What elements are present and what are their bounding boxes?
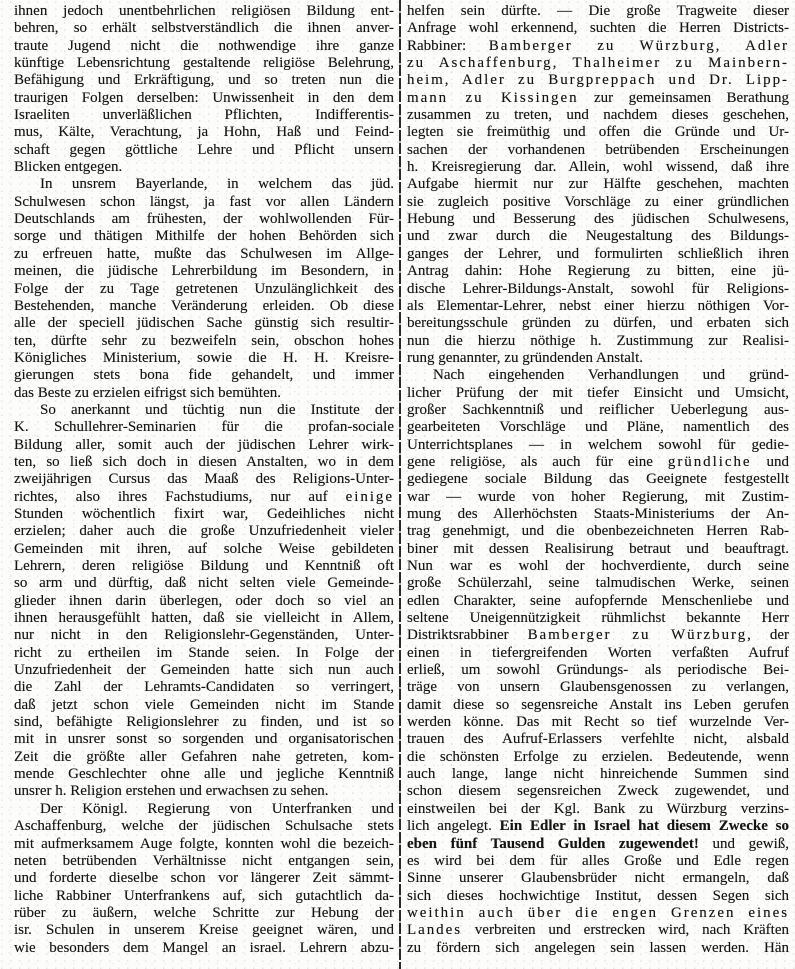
text-line: einen in tiefergreifenden Worten verfaßten Aufruf (407, 644, 789, 661)
text-line: Anfrage wohl erkennend, suchten die Herren Districts- (407, 20, 789, 37)
text-line: seltene Uneigennützigkeit rühmlichst bekannte Herr (407, 610, 789, 627)
text-line: rüber zu äußern, welche Schritte zur Hebung der (14, 904, 394, 921)
text-line: Deutschlands am frühesten, der wohlwollenden Für- (14, 211, 394, 228)
text-line: zusammen zu treten, und nachdem dieses geschehen, (407, 107, 789, 124)
text-segment: verbreiten und erstrecken wird, nach Kräften (462, 922, 789, 939)
bold-emphasis: eben fünf Tausend Gulden zugewendet! (407, 835, 699, 852)
spaced-emphasis: mann zu Kissingen (407, 89, 579, 106)
text-line: nun die hierzu nöthige h. Zustimmung zur Realisi- (407, 332, 789, 349)
text-line: Lehrern, deren religiöse Bildung und Kenntniß oft (14, 558, 394, 574)
spaced-emphasis: gründliche (667, 453, 752, 470)
text-line: Aufgabe hiermit nur zur Hälfte geschehen, machten (407, 176, 789, 193)
text-line: und zwar durch die Neugestaltung des Bildungs- (407, 228, 789, 245)
text-line: biner mit dessen Realisirung betraut und beauftragt. (407, 540, 789, 557)
text-line (407, 922, 789, 939)
text-line: ten, so ließ sich doch in diesen Anstalten, wo in dem (14, 453, 394, 470)
text-line: gearbeiteten Vorschläge und Pläne, namentlich des (407, 419, 789, 436)
column-rule (399, 0, 401, 969)
text-line (407, 55, 789, 72)
spaced-emphasis: einige (345, 488, 394, 505)
text-line: gediegene sociale Bildung das Geeignete festgestellt (407, 471, 789, 488)
text-line: mung des Allerhöchsten Staats-Ministeriums der An- (407, 505, 789, 522)
text-line: sind, befähigte Religionslehrer zu finden, und ist so (14, 714, 394, 731)
text-segment: lich angelegt. (407, 818, 500, 835)
text-line: trauen des Aufruf-Erlassers verfehlte nicht, alsbald (407, 731, 789, 748)
text-line: Nach eingehenden Verhandlungen und gründ- (433, 367, 789, 384)
left-text-column (14, 3, 394, 957)
spaced-emphasis: Landes (407, 922, 463, 939)
text-line: auch lange, lange nicht hinreichende Summen sind (407, 766, 789, 783)
text-line: Blicken entgegen. (14, 159, 123, 176)
text-line: behren, so erhält selbstverständlich die ihnen anver- (14, 20, 394, 37)
text-segment: zur gemeinsamen Berathung (578, 89, 790, 106)
text-line: Zeit die größte aller Gefahren nahe getreten, kom- (14, 748, 394, 765)
text-line: großer Sachkenntniß und reiflicher Ueberlegung aus- (407, 401, 789, 418)
text-line: ihnen jedoch unentbehrlichen religiösen Bildung ent- (14, 3, 394, 19)
text-line: traute Jugend nicht die nothwendige ihre ganze (14, 37, 394, 54)
bold-emphasis: Ein Edler in Israel hat diesem Zwecke so (499, 818, 789, 835)
right-text-column (407, 3, 789, 957)
text-line: große Schülerzahl, seine talmudischen Werke, seinen (407, 575, 789, 592)
text-segment: gene religiöse, als auch für eine (407, 453, 668, 470)
text-line: Gemeinden mit ihren, auf solche Weise gebildeten (14, 540, 394, 557)
text-line: sorge und thätigen Mithilfe der hohen Behörden sich (14, 228, 394, 245)
text-line: edlen Charakter, seine aufopfernde Menschenliebe und (407, 592, 789, 609)
text-line: richt zu ertheilen im Stande seien. In Folge der (14, 644, 394, 661)
text-line: Schulwesen schon längst, ja fast vor allen Ländern (14, 193, 394, 210)
text-line (407, 818, 789, 835)
text-line: Aschaffenburg, welche der jüdischen Schulsache stets (14, 818, 394, 835)
text-line: Der Königl. Regierung von Unterfranken und (40, 800, 394, 817)
text-line: wie besonders dem Mangel an israel. Lehrern abzu- (14, 939, 394, 956)
text-line: Hebung und Besserung des jüdischen Schulwesens, (407, 211, 789, 228)
text-segment: richtes, also ihres Fachstudiums, nur auf (14, 488, 346, 505)
text-line (407, 90, 789, 107)
text-line: schon diesem segensreichen Zweck zugewendet, und (407, 783, 789, 800)
text-line: helfen sein dürfte. — Die große Tragweite dieser (407, 3, 789, 19)
text-line: alle der speciell jüdischen Sache günstig sich resultir- (14, 315, 394, 332)
text-line: als Elementar-Lehrer, nebst einer hierzu nöthigen Vor- (407, 297, 789, 314)
text-line: So anerkannt und tüchtig nun die Institute der (40, 401, 394, 418)
text-line: Bildung aller, somit auch der jüdischen Lehrer wirk- (14, 436, 394, 453)
text-line (407, 454, 789, 471)
text-line: licher Prüfung der mit tiefer Einsicht und Umsicht, (407, 384, 789, 401)
text-line: meinen, die jüdische Lehrerbildung im Besondern, in (14, 263, 394, 280)
text-line: ganges der Lehrer, und formulirten schließlich ihren (407, 245, 789, 262)
spaced-emphasis: zu Aschaffenburg, Thalheimer zu Mainbern- (407, 55, 789, 72)
text-line: isr. Schulen in unserem Kreise geeignet wären, und (14, 922, 394, 939)
text-line: war — wurde von hoher Regierung, mit Zustim- (407, 488, 789, 505)
text-line: Bestehenden, manche Veränderung erleiden. Ob diese (14, 297, 394, 314)
text-line: sachen der vorhandenen betrübenden Erscheinungen (407, 141, 789, 158)
text-line: werden könne. Das mit Recht so tief wurzelnde Ver- (407, 714, 789, 731)
text-line: Folge der zu Tage getretenen Unzulänglichkeit des (14, 280, 394, 297)
text-line: sie zugleich positive Vorschläge zu einer gründlichen (407, 193, 789, 210)
text-line: schaft gegen göttliche Lehre und Pflicht unsern (14, 141, 394, 158)
text-segment: Rabbiner: (407, 37, 489, 54)
text-line: Königliches Ministerium, sowie die H. H. Kreisre- (14, 349, 394, 366)
text-segment: und (751, 453, 789, 470)
text-line: so arm und dürftig, daß nicht selten viele Gemeinde- (14, 575, 394, 592)
text-segment: Distriktsrabbiner (407, 627, 528, 644)
text-line: zu erfreuen hatte, mußte das Schulwesen im Allge- (14, 245, 394, 262)
text-line: Antrag dahin: Hohe Regierung zu bitten, eine jü- (407, 263, 789, 280)
text-line: unsrer h. Religion erstehen und erwachsen zu sehen. (14, 783, 329, 800)
paragraph (14, 402, 394, 801)
text-line: mende Geschlechter ohne alle und jegliche Kenntniß (14, 766, 394, 783)
text-line: erließ, um sowohl Gründungs- als periodische Bei- (407, 662, 789, 679)
text-line: liche Rabbiner Unterfrankens auf, sich gutachtlich da- (14, 887, 394, 904)
text-line: Stunden wöchentlich fixirt war, Gedeihliches nicht (14, 505, 394, 522)
spaced-emphasis: heim, Adler zu Burgpreppach und Dr. Lipp- (407, 72, 789, 89)
text-line: traurigen Folgen derselben: Unwissenheit in den dem (14, 89, 394, 106)
spaced-emphasis: Bamberger zu Würzburg, Adler (488, 37, 789, 54)
paragraph (14, 801, 394, 957)
text-line: legten sie freimüthig und offen die Gründe und Ur- (407, 124, 789, 141)
text-line: zweijährigen Cursus das Maaß des Religions-Unter- (14, 471, 394, 488)
text-line: die schönsten Erfolge zu erzielen. Bedeutende, wenn (407, 748, 789, 765)
text-line: glieder ihnen darin überlegen, oder doch so viel an (14, 592, 394, 609)
text-line (407, 72, 789, 89)
text-line: neten betrübenden Verhältnisse nicht entgangen sein, (14, 852, 394, 869)
text-line: daß jetzt schon viele Gemeinden nicht im Stande (14, 696, 394, 713)
text-line: Befähigung und Erkräftigung, und so treten nun die (14, 72, 394, 89)
spaced-emphasis: Bamberger zu Würzburg (527, 627, 748, 644)
text-line: ihnen herausgefühlt hatten, daß sie vielleicht in Allem, (14, 610, 394, 627)
spaced-emphasis: weithin auch über die engen Grenzen eines (407, 904, 789, 921)
text-line: dische Lehrer-Bildungs-Anstalt, sowohl für Religions- (407, 280, 789, 297)
paragraph (14, 3, 394, 176)
text-line: zu fördern sich angelegen sein lassen werden. Hän (407, 939, 789, 956)
text-line: mit aufmerksamem Auge folgte, konnten wohl die bezeich- (14, 835, 394, 852)
text-line: gierungen stets bona fide gehandelt, und immer (14, 367, 394, 384)
text-line: bereitungsschule gründen zu dürfen, und erbaten sich (407, 315, 789, 332)
text-line: damit diese so segensreiche Anstalt ins Leben gerufen (407, 696, 789, 713)
text-line: ten, dürfte sehr zu bezweifeln sein, obschon hohes (14, 332, 394, 349)
text-line: das Beste zu erzielen eifrigst sich bemühten. (14, 384, 281, 401)
text-line: erzielen; daher auch die große Unzufriedenheit vieler (14, 523, 394, 540)
text-line: und forderte dieselbe schon vor längerer Zeit sämmt- (14, 870, 394, 887)
paragraph (14, 176, 394, 401)
text-line: h. Kreisregierung dar. Allein, wohl wissend, daß ihre (407, 159, 789, 176)
text-line: K. Schullehrer-Seminarien für die profan-sociale (14, 419, 394, 436)
text-line: es wird bei dem für alles Große und Edle regen (407, 852, 789, 869)
text-line: träge von unsern Glaubensgenossen zu verlangen, (407, 679, 789, 696)
text-line: Unzufriedenheit der Gemeinden hatte sich nun auch (14, 662, 394, 679)
text-line: nur nicht in den Religionslehr-Gegenständen, Unter- (14, 627, 394, 644)
text-line: mus, Kälte, Verachtung, ja Hohn, Haß und Feind- (14, 124, 394, 141)
text-line: trag genehmigt, und die obenbezeichneten Herren Rab- (407, 523, 789, 540)
text-line: Unterrichtsplanes — in welchem sowohl für gedie- (407, 436, 789, 453)
text-line (14, 489, 394, 506)
text-line: mit in unsrer sonst so sorgenden und organisatorischen (14, 731, 394, 748)
paragraph (407, 367, 789, 957)
text-line (407, 627, 789, 644)
text-line (407, 905, 789, 922)
text-line (407, 38, 789, 55)
paragraph (407, 3, 789, 367)
text-line: künftige Lebensrichtung gestaltende religiöse Belehrung, (14, 55, 394, 72)
text-segment: und gewiß, (698, 835, 789, 852)
text-line: sich dieses hochwichtige Institut, dessen Segen sich (407, 887, 789, 904)
text-segment: , der (747, 627, 789, 644)
text-line: Israeliten unverläßlichen Pflichten, Indifferentis- (14, 107, 394, 124)
text-line: In unsrem Bayerlande, in welchem das jüd. (40, 176, 394, 193)
text-line: rung genannter, zu gründenden Anstalt. (407, 349, 644, 366)
text-line: die Zahl der Lehramts-Candidaten so verringert, (14, 679, 394, 696)
text-line (407, 836, 789, 853)
text-line: Nun war es wohl der hochverdiente, durch seine (407, 558, 789, 574)
text-line: einstweilen bei der Kgl. Bank zu Würzburg verzins- (407, 800, 789, 817)
text-line: Sinne unserer Glaubensbrüder nicht ermangeln, daß (407, 870, 789, 887)
